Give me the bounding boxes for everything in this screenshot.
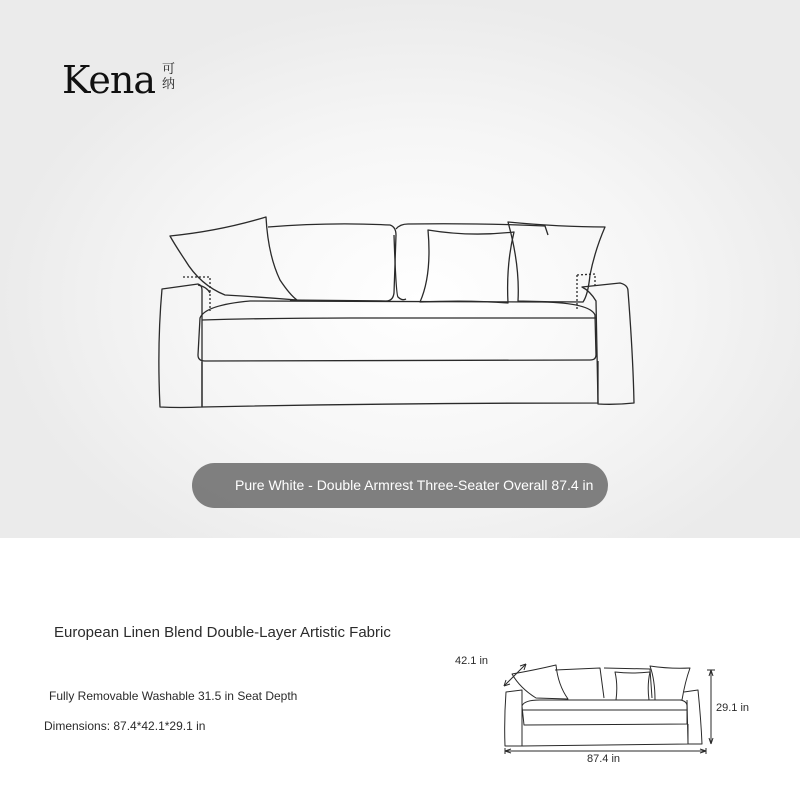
sofa-dimension-diagram-icon (500, 660, 722, 760)
dimensions-text: Dimensions: 87.4*42.1*29.1 in (44, 719, 206, 733)
height-label: 29.1 in (716, 702, 750, 714)
feature-text: Fully Removable Washable 31.5 in Seat Depth (49, 689, 298, 703)
product-caption: Pure White - Double Armrest Three-Seater Overall 87.4 in (235, 477, 594, 493)
depth-label: 42.1 in (455, 655, 489, 667)
fabric-title: European Linen Blend Double-Layer Artistic Fabric (54, 624, 391, 641)
brand-logo-cn: 可纳 (162, 62, 176, 92)
product-caption-badge (192, 463, 608, 508)
sofa-illustration-icon (150, 205, 650, 420)
brand-logo: Kena (62, 58, 155, 102)
width-label: 87.4 in (587, 753, 621, 765)
